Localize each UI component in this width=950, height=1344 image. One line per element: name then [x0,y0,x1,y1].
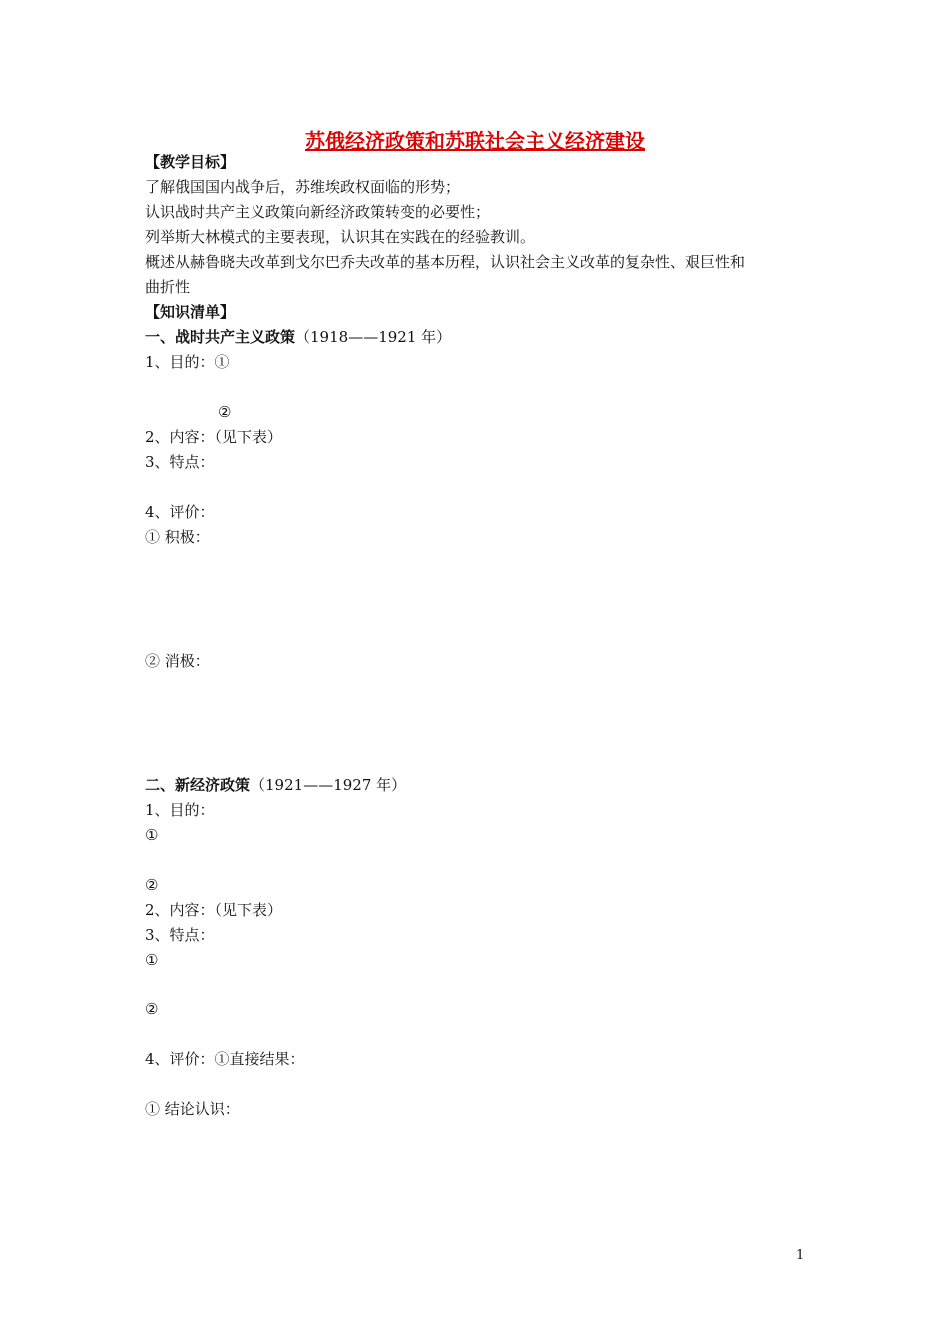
section2-years: （1921——1927 年） [250,776,407,794]
section1-purpose-2: ② [218,403,232,421]
section2-purpose-2: ② [145,876,159,894]
goal-item: 列举斯大林模式的主要表现，认识其在实践在的经验教训。 [145,228,536,246]
section1-content: 2、内容：（见下表） [145,428,283,446]
section2-purpose-1: ① [145,826,159,844]
section1-evaluation: 4、评价： [145,503,215,521]
section2-title: 二、新经济政策 [145,776,251,794]
section1-years: （1918——1921 年） [295,328,452,346]
section2-heading [145,775,406,795]
document-title: 苏俄经济政策和苏联社会主义经济建设 [305,129,645,153]
section2-evaluation: 4、评价：①直接结果： [145,1050,305,1068]
section1-title: 一、战时共产主义政策 [145,328,296,346]
page-number: 1 [796,1248,805,1263]
goal-item: 概述从赫鲁晓夫改革到戈尔巴乔夫改革的基本历程，认识社会主义改革的复杂性、艰巨性和 [145,253,746,271]
section1-heading [145,327,451,347]
section2-content: 2、内容：（见下表） [145,901,283,919]
knowledge-heading: 【知识清单】 [145,303,236,321]
section2-features-2: ② [145,1000,159,1018]
section2-conclusion: ① 结论认识： [145,1100,240,1118]
section1-positive: ① 积极： [145,528,210,546]
goal-item: 了解俄国国内战争后，苏维埃政权面临的形势； [145,178,461,196]
goal-item: 认识战时共产主义政策向新经济政策转变的必要性； [145,203,491,221]
section1-purpose: 1、目的：① [145,353,230,371]
goals-heading: 【教学目标】 [145,153,236,171]
section2-purpose: 1、目的： [145,801,215,819]
section2-features-1: ① [145,951,159,969]
section1-features: 3、特点： [145,453,215,471]
section2-features: 3、特点： [145,926,215,944]
goal-item: 曲折性 [145,278,191,296]
section1-negative: ② 消极： [145,652,210,670]
